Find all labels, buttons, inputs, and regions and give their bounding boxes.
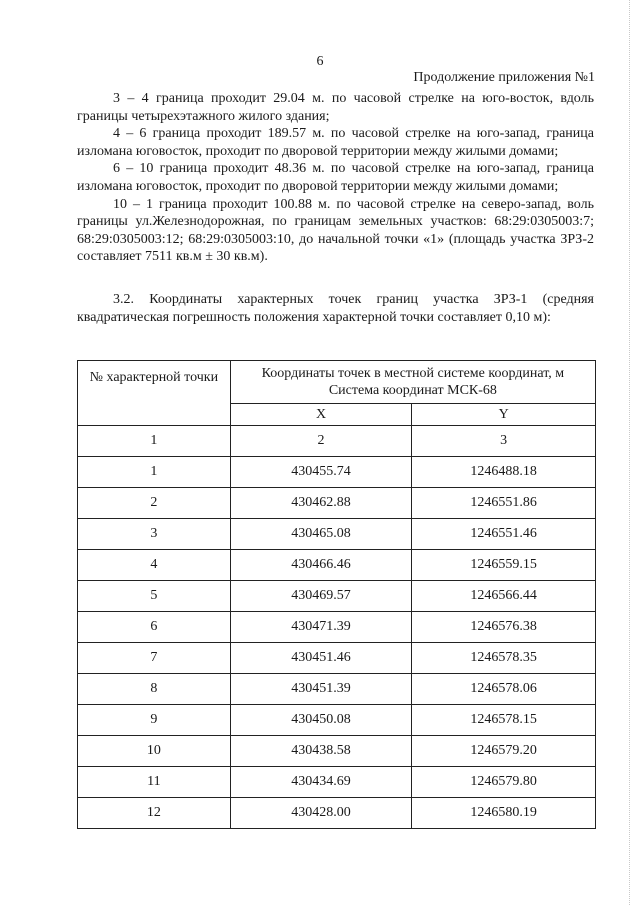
index-cell: 3 (412, 426, 596, 457)
y-coordinate-cell: 1246551.46 (412, 519, 596, 550)
y-coordinate-cell: 1246578.35 (412, 643, 596, 674)
table-row (78, 705, 596, 736)
point-number-cell: 5 (78, 581, 231, 612)
table-row (78, 767, 596, 798)
paragraph: 3 – 4 граница проходит 29.04 м. по часовой стрелке на юго-восток, вдоль границы четырехэтажного жилого здания; (77, 91, 594, 124)
table-row (78, 643, 596, 674)
x-coordinate-cell: 430451.46 (230, 643, 412, 674)
y-coordinate-cell: 1246559.15 (412, 550, 596, 581)
x-coordinate-cell: 430462.88 (230, 488, 412, 519)
table-row (78, 519, 596, 550)
table-row (78, 457, 596, 488)
point-number-cell: 1 (78, 457, 231, 488)
page-number: 6 (316, 54, 324, 69)
table-row (78, 488, 596, 519)
x-coordinate-cell: 430465.08 (230, 519, 412, 550)
coordinates-header-line1: Координаты точек в местной системе координат, м (261, 366, 565, 381)
point-number-cell: 9 (78, 705, 231, 736)
y-coordinate-cell: 1246576.38 (412, 612, 596, 643)
point-number-cell: 6 (78, 612, 231, 643)
index-row (78, 426, 596, 457)
x-coordinate-cell: 430428.00 (230, 798, 412, 829)
table-row (78, 798, 596, 829)
table-row (78, 581, 596, 612)
y-coordinate-cell: 1246551.86 (412, 488, 596, 519)
y-coordinate-cell: 1246578.06 (412, 674, 596, 705)
point-number-cell: 3 (78, 519, 231, 550)
point-number-header: № характерной точки (78, 361, 231, 426)
coordinates-header (230, 361, 595, 404)
paragraph: 4 – 6 граница проходит 189.57 м. по часовой стрелке на юго-запад, граница изломана юговосток, проходит по дворовой территории между жилыми домами; (77, 126, 594, 159)
point-number-cell: 8 (78, 674, 231, 705)
y-coordinate-cell: 1246579.20 (412, 736, 596, 767)
x-coordinate-cell: 430469.57 (230, 581, 412, 612)
x-coordinate-cell: 430455.74 (230, 457, 412, 488)
index-cell: 1 (78, 426, 231, 457)
appendix-label: Продолжение приложения №1 (413, 70, 595, 85)
point-number-cell: 7 (78, 643, 231, 674)
table-row (78, 674, 596, 705)
x-coordinate-cell: 430450.08 (230, 705, 412, 736)
scan-edge-line (628, 0, 630, 905)
document-body (77, 90, 594, 326)
point-number-cell: 11 (78, 767, 231, 798)
y-coordinate-cell: 1246566.44 (412, 581, 596, 612)
section-heading: 3.2. Координаты характерных точек границ участка ЗРЗ-1 (средняя квадратическая погрешность положения характерной точки составляет 0,10 м): (77, 291, 594, 325)
point-number-cell: 10 (78, 736, 231, 767)
x-coordinate-cell: 430438.58 (230, 736, 412, 767)
point-number-cell: 2 (78, 488, 231, 519)
y-coordinate-cell: 1246579.80 (412, 767, 596, 798)
point-number-cell: 12 (78, 798, 231, 829)
table-row (78, 550, 596, 581)
y-coordinate-cell: 1246578.15 (412, 705, 596, 736)
x-coordinate-cell: 430466.46 (230, 550, 412, 581)
paragraph: 6 – 10 граница проходит 48.36 м. по часовой стрелке на юго-запад, граница изломана юговосток, проходит по дворовой территории между жилыми домами; (77, 161, 594, 194)
coordinates-table (77, 360, 596, 829)
point-number-cell: 4 (78, 550, 231, 581)
index-cell: 2 (230, 426, 412, 457)
y-coordinate-cell: 1246488.18 (412, 457, 596, 488)
x-coordinate-cell: 430451.39 (230, 674, 412, 705)
x-coordinate-cell: 430471.39 (230, 612, 412, 643)
x-coordinate-cell: 430434.69 (230, 767, 412, 798)
x-header: X (230, 404, 412, 426)
table-row (78, 612, 596, 643)
table-row (78, 736, 596, 767)
y-header: Y (412, 404, 596, 426)
y-coordinate-cell: 1246580.19 (412, 798, 596, 829)
paragraph: 10 – 1 граница проходит 100.88 м. по часовой стрелке на северо-запад, воль границы ул.Железнодорожная, по границам земельных участков: 68:29:0305003:7; 68:29:0305003:12; 68:29:0305003:10, до начальной точки «1» (площадь участка ЗРЗ-2 составляет 7511 кв.м ± 30 кв.м). (77, 196, 594, 265)
coordinates-header-line2: Система координат МСК-68 (328, 383, 497, 398)
